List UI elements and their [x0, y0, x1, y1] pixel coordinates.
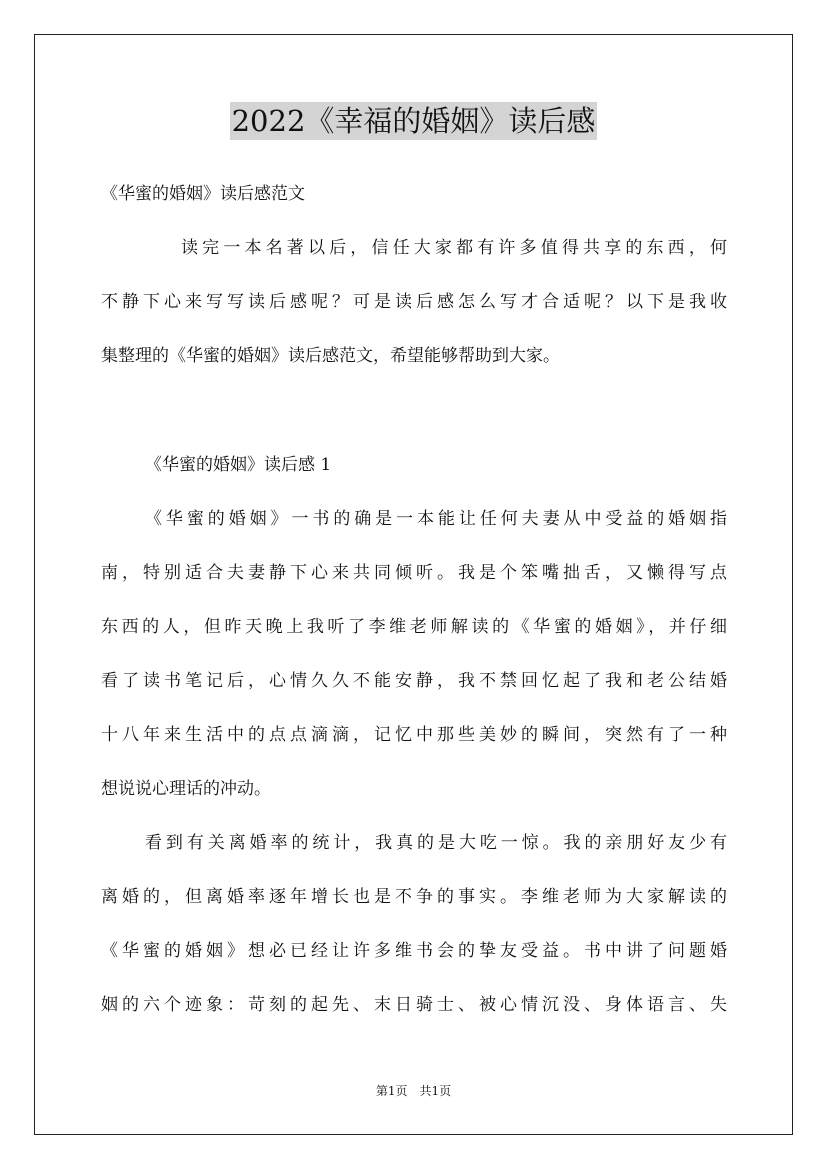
page-footer: 第1页 共1页: [375, 1084, 452, 1098]
subtitle: 《华蜜的婚姻》读后感范文: [101, 184, 305, 204]
paragraph-line: 看到有关离婚率的统计，我真的是大吃一惊。我的亲朋好友少有: [145, 833, 727, 853]
paragraph-line: 南，特别适合夫妻静下心来共同倾听。我是个笨嘴拙舌，又懒得写点: [101, 563, 727, 583]
title-container: [0, 102, 827, 140]
intro-line: 读完一本名著以后，信任大家都有许多值得共享的东西，何: [181, 238, 727, 258]
paragraph-line: 《华蜜的婚姻》想必已经让许多维书会的挚友受益。书中讲了问题婚: [101, 941, 727, 961]
document-title: 2022《幸福的婚姻》读后感: [231, 104, 596, 138]
paragraph-line: 看了读书笔记后，心情久久不能安静，我不禁回忆起了我和老公结婚: [101, 671, 727, 691]
intro-line: 不静下心来写写读后感呢？可是读后感怎么写才合适呢？以下是我收: [101, 292, 727, 312]
intro-line: 集整理的《华蜜的婚姻》读后感范文，希望能够帮助到大家。: [101, 346, 560, 366]
paragraph-line: 离婚的，但离婚率逐年增长也是不争的事实。李维老师为大家解读的: [101, 887, 727, 907]
section-heading: 《华蜜的婚姻》读后感 1: [145, 455, 332, 475]
paragraph-line: 姻的六个迹象：苛刻的起先、末日骑士、被心情沉没、身体语言、失: [101, 995, 727, 1015]
paragraph-line: 想说说心理话的冲动。: [101, 779, 271, 799]
paragraph-line: 十八年来生活中的点点滴滴，记忆中那些美妙的瞬间，突然有了一种: [101, 725, 727, 745]
paragraph-line: 《华蜜的婚姻》一书的确是一本能让任何夫妻从中受益的婚姻指: [145, 509, 727, 529]
paragraph-line: 东西的人，但昨天晚上我听了李维老师解读的《华蜜的婚姻》，并仔细: [101, 617, 727, 637]
